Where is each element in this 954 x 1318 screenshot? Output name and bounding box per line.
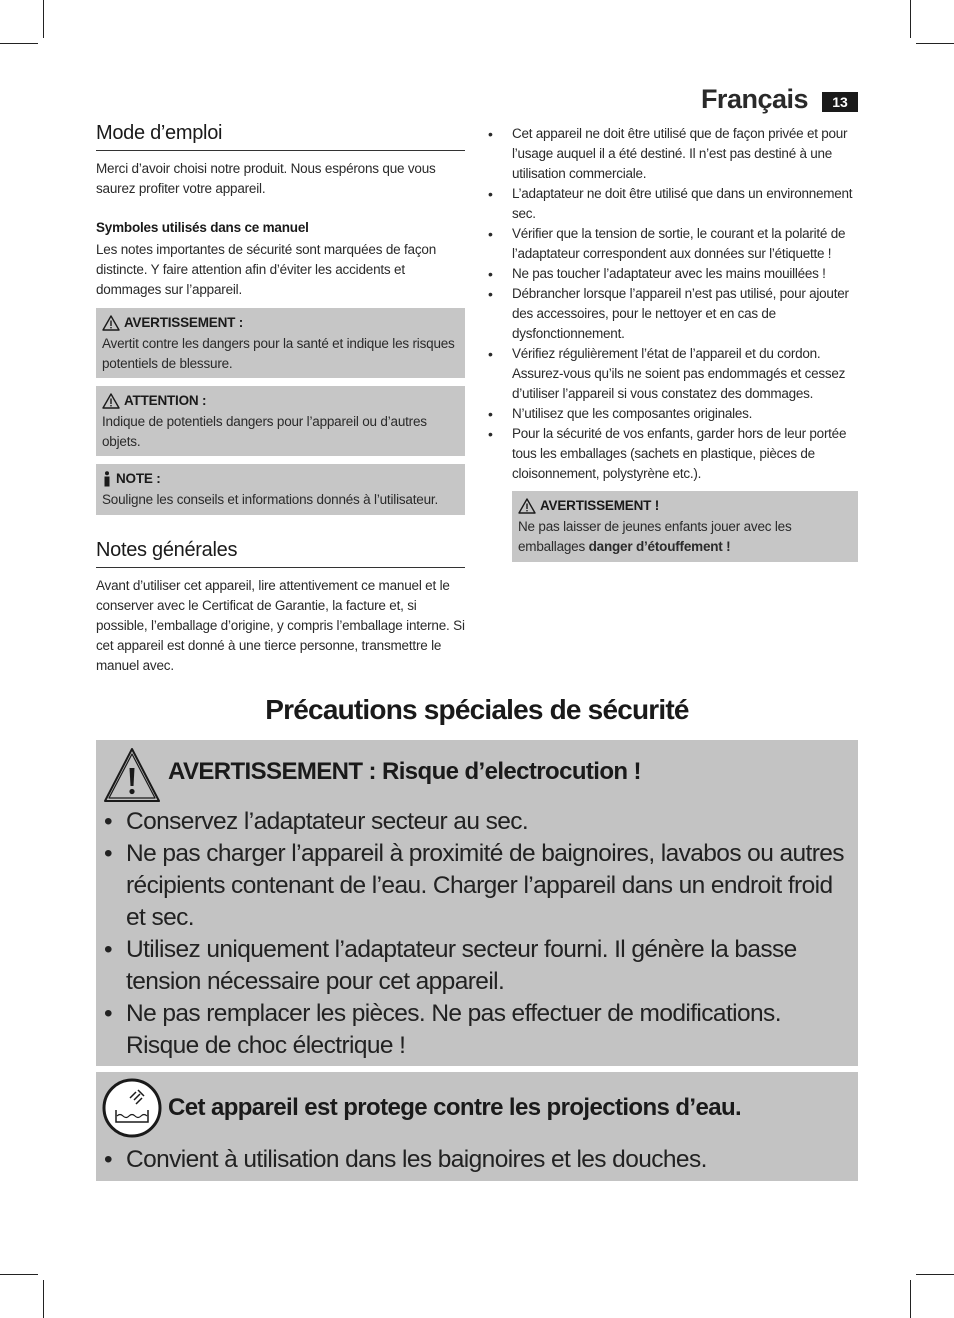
electrocution-heading: AVERTISSEMENT : Risque d’electrocution !: [168, 758, 641, 785]
electrocution-bullet-list: [104, 806, 848, 1062]
note-box: [96, 464, 465, 515]
note-text: Souligne les conseils et informations donnés à l’utilisateur.: [102, 492, 438, 507]
crop-mark: [910, 0, 911, 38]
warning-triangle-icon: [102, 746, 162, 804]
attention-box: [96, 386, 465, 456]
crop-mark: [43, 0, 44, 38]
list-item: • Utilisez uniquement l’adaptateur secteur fourni. Il génère la basse tension nécessaire pour cet appareil.: [104, 934, 848, 998]
mode-emploi-title: Mode d’emploi: [96, 122, 465, 151]
crop-mark: [916, 43, 954, 44]
left-column: [96, 122, 465, 676]
list-item: • Vérifier que la tension de sortie, le courant et la polarité de l’adaptateur correspondent aux données sur l’étiquette !: [486, 224, 858, 264]
warning-triangle-icon: [102, 393, 120, 409]
water-protection-heading: Cet appareil est protege contre les projections d’eau.: [168, 1094, 742, 1121]
list-item: • Débrancher lorsque l’appareil n’est pas utilisé, pour ajouter des accessoires, pour le nettoyer et en cas de dysfonctionnement.: [486, 284, 858, 344]
attention-label: ATTENTION :: [124, 393, 207, 408]
safety-section-title: Précautions spéciales de sécurité: [265, 694, 689, 725]
warning-triangle-icon: [518, 498, 536, 514]
notes-generales-title: Notes générales: [96, 539, 465, 568]
safety-bullet-list: [486, 124, 858, 484]
crop-mark: [910, 1280, 911, 1318]
intro-text: Merci d’avoir choisi notre produit. Nous espérons que vous saurez profiter votre appareil.: [96, 161, 436, 196]
list-item: • Ne pas remplacer les pièces. Ne pas effectuer de modifications. Risque de choc électrique !: [104, 998, 848, 1062]
crop-mark: [0, 43, 38, 44]
note-label: NOTE :: [116, 471, 161, 486]
crop-mark: [43, 1280, 44, 1318]
packaging-warning-box: [512, 491, 858, 562]
list-item: • Vérifiez régulièrement l’état de l’appareil et du cordon. Assurez-vous qu’ils ne soient pas endommagés et cessez d’utiliser l’appareil si vous constatez des dommages.: [486, 344, 858, 404]
crop-mark: [916, 1274, 954, 1275]
packaging-warning-normal: Ne pas laisser de jeunes enfants jouer avec les emballages: [518, 519, 792, 554]
list-item: • Cet appareil ne doit être utilisé que de façon privée et pour l’usage auquel il a été destiné. Il n’est pas destiné à une utilisation commerciale.: [486, 124, 858, 184]
info-i-icon: [102, 471, 112, 487]
water-protection-box: [96, 1072, 858, 1181]
list-item: • Conservez l’adaptateur secteur au sec.: [104, 806, 848, 838]
water-bullet-list: [104, 1144, 848, 1176]
warning-triangle-icon: [102, 315, 120, 331]
attention-text: Indique de potentiels dangers pour l’appareil ou d’autres objets.: [102, 414, 427, 449]
packaging-warning-bold: danger d’étouffement !: [588, 539, 731, 554]
list-item: • N’utilisez que les composantes originales.: [486, 404, 858, 424]
warning-label: AVERTISSEMENT :: [124, 315, 244, 330]
page-number: 13: [822, 92, 858, 112]
electrocution-warning-box: [96, 740, 858, 1066]
right-column: [486, 124, 858, 562]
list-item: • L’adaptateur ne doit être utilisé que dans un environnement sec.: [486, 184, 858, 224]
packaging-warning-text: [518, 517, 852, 557]
list-item: • Ne pas toucher l’adaptateur avec les mains mouillées !: [486, 264, 858, 284]
list-item: • Ne pas charger l’appareil à proximité de baignoires, lavabos ou autres récipients contenant de l’eau. Charger l’appareil dans un endroit froid et sec.: [104, 838, 848, 934]
language-heading: Français: [700, 84, 808, 114]
list-item: • Convient à utilisation dans les baignoires et les douches.: [104, 1144, 848, 1176]
splash-protection-icon: [102, 1078, 162, 1138]
warning-text: Avertit contre les dangers pour la santé et indique les risques potentiels de blessure.: [102, 336, 455, 371]
crop-mark: [0, 1274, 38, 1275]
symbols-title: Symboles utilisés dans ce manuel: [96, 220, 309, 235]
packaging-warning-label: AVERTISSEMENT !: [540, 498, 660, 513]
list-item: • Pour la sécurité de vos enfants, garder hors de leur portée tous les emballages (sachets en plastique, pièces de cloisonnement, polystyrène etc.).: [486, 424, 858, 484]
warning-box: [96, 308, 465, 378]
general-text: Avant d’utiliser cet appareil, lire attentivement ce manuel et le conserver avec le Certificat de Garantie, la facture et, si possible, l’emballage d’origine, y compris l’emballage interne. Si cet appareil est donné à une tierce personne, transmettre le manuel avec.: [96, 578, 465, 673]
symbols-text: Les notes importantes de sécurité sont marquées de façon distincte. Y faire attention afin d’éviter les accidents et dommages sur l’appareil.: [96, 242, 437, 297]
